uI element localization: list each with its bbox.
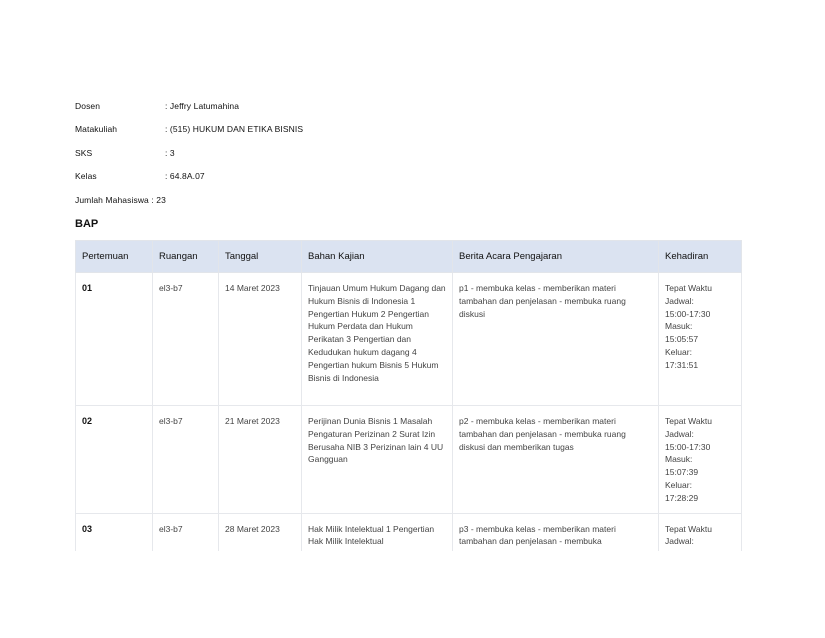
cell-pertemuan: 03 — [76, 513, 153, 551]
kehadiran-status: Tepat Waktu — [665, 523, 712, 534]
cell-berita-acara: p1 - membuka kelas - memberikan materi tambahan dan penjelasan - membuka ruang diskusi — [453, 273, 659, 406]
bap-table-container — [75, 240, 742, 551]
kehadiran-keluar-label: Keluar: — [665, 479, 692, 490]
kelas-label: Kelas — [75, 171, 97, 181]
kehadiran-keluar-value: 17:28:29 — [665, 492, 699, 503]
cell-ruangan: el3-b7 — [153, 406, 219, 514]
bap-table — [75, 240, 742, 551]
cell-ruangan: el3-b7 — [153, 513, 219, 551]
cell-pertemuan: 02 — [76, 406, 153, 514]
matakuliah-label: Matakuliah — [75, 124, 118, 134]
cell-pertemuan: 01 — [76, 273, 153, 406]
cell-kehadiran — [659, 406, 742, 514]
kehadiran-masuk-value: 15:07:39 — [665, 467, 699, 478]
dosen-label: Dosen — [75, 101, 101, 111]
cell-kehadiran — [659, 513, 742, 551]
kelas-value: : 64.8A.07 — [165, 171, 205, 181]
kehadiran-status: Tepat Waktu — [665, 283, 712, 293]
cell-tanggal: 21 Maret 2023 — [219, 406, 302, 514]
sks-value: : 3 — [165, 148, 175, 158]
table-header-row — [76, 241, 742, 273]
table-row — [76, 273, 742, 406]
kehadiran-masuk-label: Masuk: — [665, 321, 693, 332]
cell-bahan-kajian: Tinjauan Umum Hukum Dagang dan Hukum Bisnis di Indonesia 1 Pengertian Hukum 2 Pengertian Hukum Perdata dan Hukum Perikatan 3 Pengertian dan Kedudukan hukum dagang 4 Pengertian hukum Bisnis 5 Hukum Bisnis di Indonesia — [302, 273, 453, 406]
cell-berita-acara: p2 - membuka kelas - memberikan materi tambahan dan penjelasan - membuka ruang diskusi dan memberikan tugas — [453, 406, 659, 514]
cell-kehadiran — [659, 273, 742, 406]
dosen-value: : Jeffry Latumahina — [165, 101, 240, 111]
kehadiran-jadwal-value: 15:00-17:30 — [665, 308, 711, 319]
kehadiran-keluar-label: Keluar: — [665, 346, 692, 357]
header-tanggal: Tanggal — [219, 241, 302, 273]
cell-berita-acara: p3 - membuka kelas - memberikan materi tambahan dan penjelasan - membuka — [453, 513, 659, 551]
kehadiran-jadwal-value: 15:00-17:30 — [665, 441, 711, 452]
sks-label: SKS — [75, 148, 93, 158]
cell-tanggal: 14 Maret 2023 — [219, 273, 302, 406]
header-bahan-kajian: Bahan Kajian — [302, 241, 453, 273]
kehadiran-jadwal-label: Jadwal: — [665, 295, 694, 306]
section-title: BAP — [75, 218, 99, 230]
cell-ruangan: el3-b7 — [153, 273, 219, 406]
jumlah-mahasiswa-label: Jumlah Mahasiswa : 23 — [75, 195, 166, 205]
cell-bahan-kajian: Hak Milik Intelektual 1 Pengertian Hak Milik Intelektual — [302, 513, 453, 551]
cell-tanggal: 28 Maret 2023 — [219, 513, 302, 551]
header-kehadiran: Kehadiran — [659, 241, 742, 273]
header-berita-acara: Berita Acara Pengajaran — [453, 241, 659, 273]
kehadiran-jadwal-label: Jadwal: — [665, 536, 694, 547]
kehadiran-masuk-label: Masuk: — [665, 454, 693, 465]
header-pertemuan: Pertemuan — [76, 241, 153, 273]
kehadiran-jadwal-label: Jadwal: — [665, 428, 694, 439]
cell-bahan-kajian: Perijinan Dunia Bisnis 1 Masalah Pengaturan Perizinan 2 Surat Izin Berusaha NIB 3 Perizinan lain 4 UU Gangguan — [302, 406, 453, 514]
kehadiran-status: Tepat Waktu — [665, 416, 712, 426]
table-row — [76, 406, 742, 514]
kehadiran-keluar-value: 17:31:51 — [665, 359, 699, 370]
header-ruangan: Ruangan — [153, 241, 219, 273]
table-row — [76, 513, 742, 551]
matakuliah-value: : (515) HUKUM DAN ETIKA BISNIS — [165, 124, 304, 134]
kehadiran-masuk-value: 15:05:57 — [665, 334, 699, 345]
